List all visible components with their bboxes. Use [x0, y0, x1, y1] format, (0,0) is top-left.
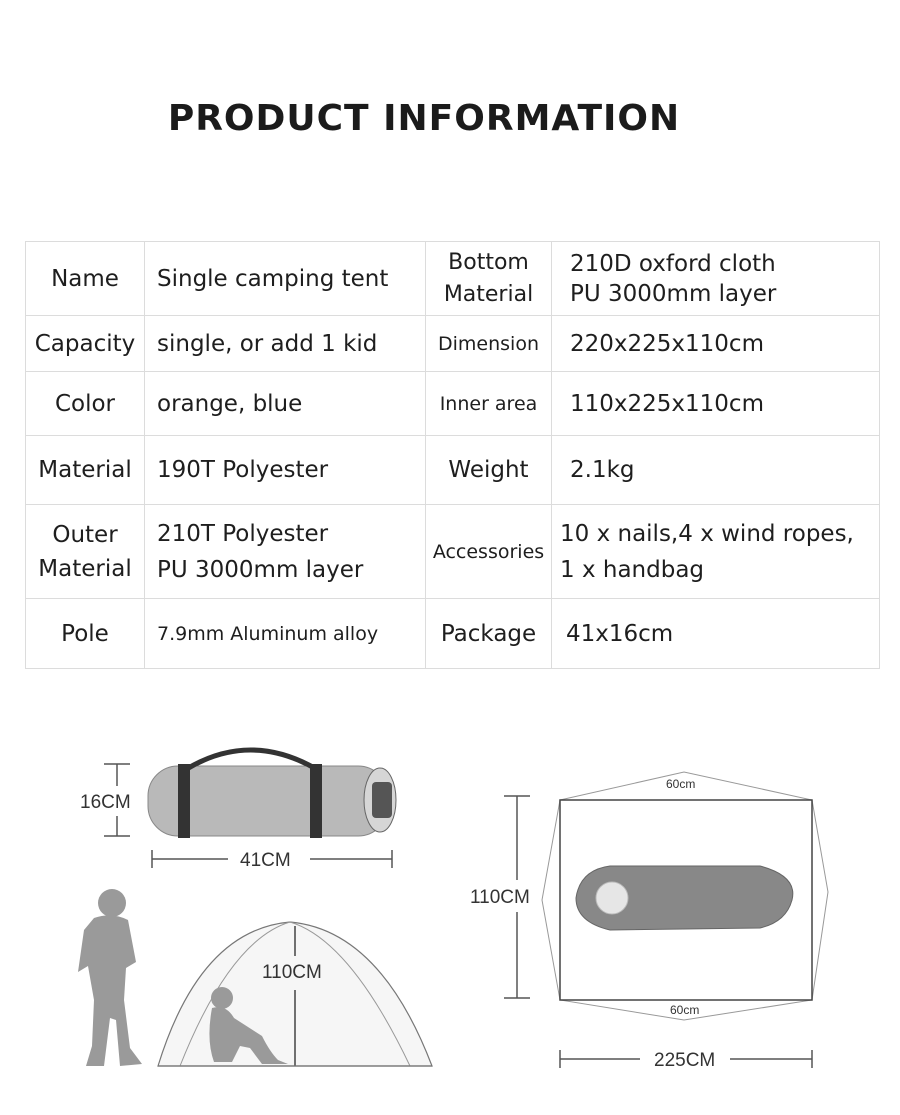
spec-key: Name: [26, 242, 145, 316]
spec-value: 210T Polyester PU 3000mm layer: [145, 505, 426, 599]
package-diagram: [80, 750, 396, 871]
spec-key: Dimension: [426, 316, 552, 372]
spec-row-pole: [26, 599, 880, 669]
spec-value: 210D oxford cloth PU 3000mm layer: [552, 242, 880, 316]
spec-value: 2.1kg: [552, 436, 880, 505]
spec-value: Single camping tent: [145, 242, 426, 316]
package-buckle: [372, 782, 392, 818]
page-title: PRODUCT INFORMATION: [167, 98, 681, 139]
floor-width-label: 110CM: [470, 887, 530, 908]
spec-key: Bottom Material: [426, 242, 552, 316]
package-strap: [178, 764, 190, 838]
spec-key: Material: [26, 436, 145, 505]
package-length-label: 41CM: [240, 850, 291, 871]
spec-value: 7.9mm Aluminum alloy: [145, 599, 426, 669]
spec-value: 10 x nails,4 x wind ropes, 1 x handbag: [552, 505, 880, 599]
spec-row-color: [26, 372, 880, 436]
spec-value: 220x225x110cm: [552, 316, 880, 372]
spec-value: 190T Polyester: [145, 436, 426, 505]
spec-row-material: [26, 436, 880, 505]
person-silhouette: [78, 889, 142, 1066]
spec-key: Weight: [426, 436, 552, 505]
spec-row-outer-material: [26, 505, 880, 599]
package-strap: [310, 764, 322, 838]
vestibule-bottom-label: 60cm: [670, 1003, 700, 1017]
tent-side-diagram: [158, 922, 432, 1066]
spec-key: Package: [426, 599, 552, 669]
floor-length-label: 225CM: [654, 1050, 716, 1071]
spec-row-name: [26, 242, 880, 316]
tent-dimension-diagrams: [0, 700, 900, 1100]
spec-key: Outer Material: [26, 505, 145, 599]
floor-plan-diagram: [470, 772, 828, 1071]
spec-value: orange, blue: [145, 372, 426, 436]
spec-value: single, or add 1 kid: [145, 316, 426, 372]
spec-key: Capacity: [26, 316, 145, 372]
vestibule-top-label: 60cm: [666, 777, 696, 791]
spec-key: Accessories: [426, 505, 552, 599]
tent-height-label: 110CM: [262, 962, 322, 983]
spec-key: Color: [26, 372, 145, 436]
spec-row-capacity: [26, 316, 880, 372]
spec-value: 110x225x110cm: [552, 372, 880, 436]
spec-key: Inner area: [426, 372, 552, 436]
package-height-label: 16CM: [80, 792, 131, 813]
spec-table: [25, 241, 880, 669]
spec-value: 41x16cm: [552, 599, 880, 669]
spec-key: Pole: [26, 599, 145, 669]
